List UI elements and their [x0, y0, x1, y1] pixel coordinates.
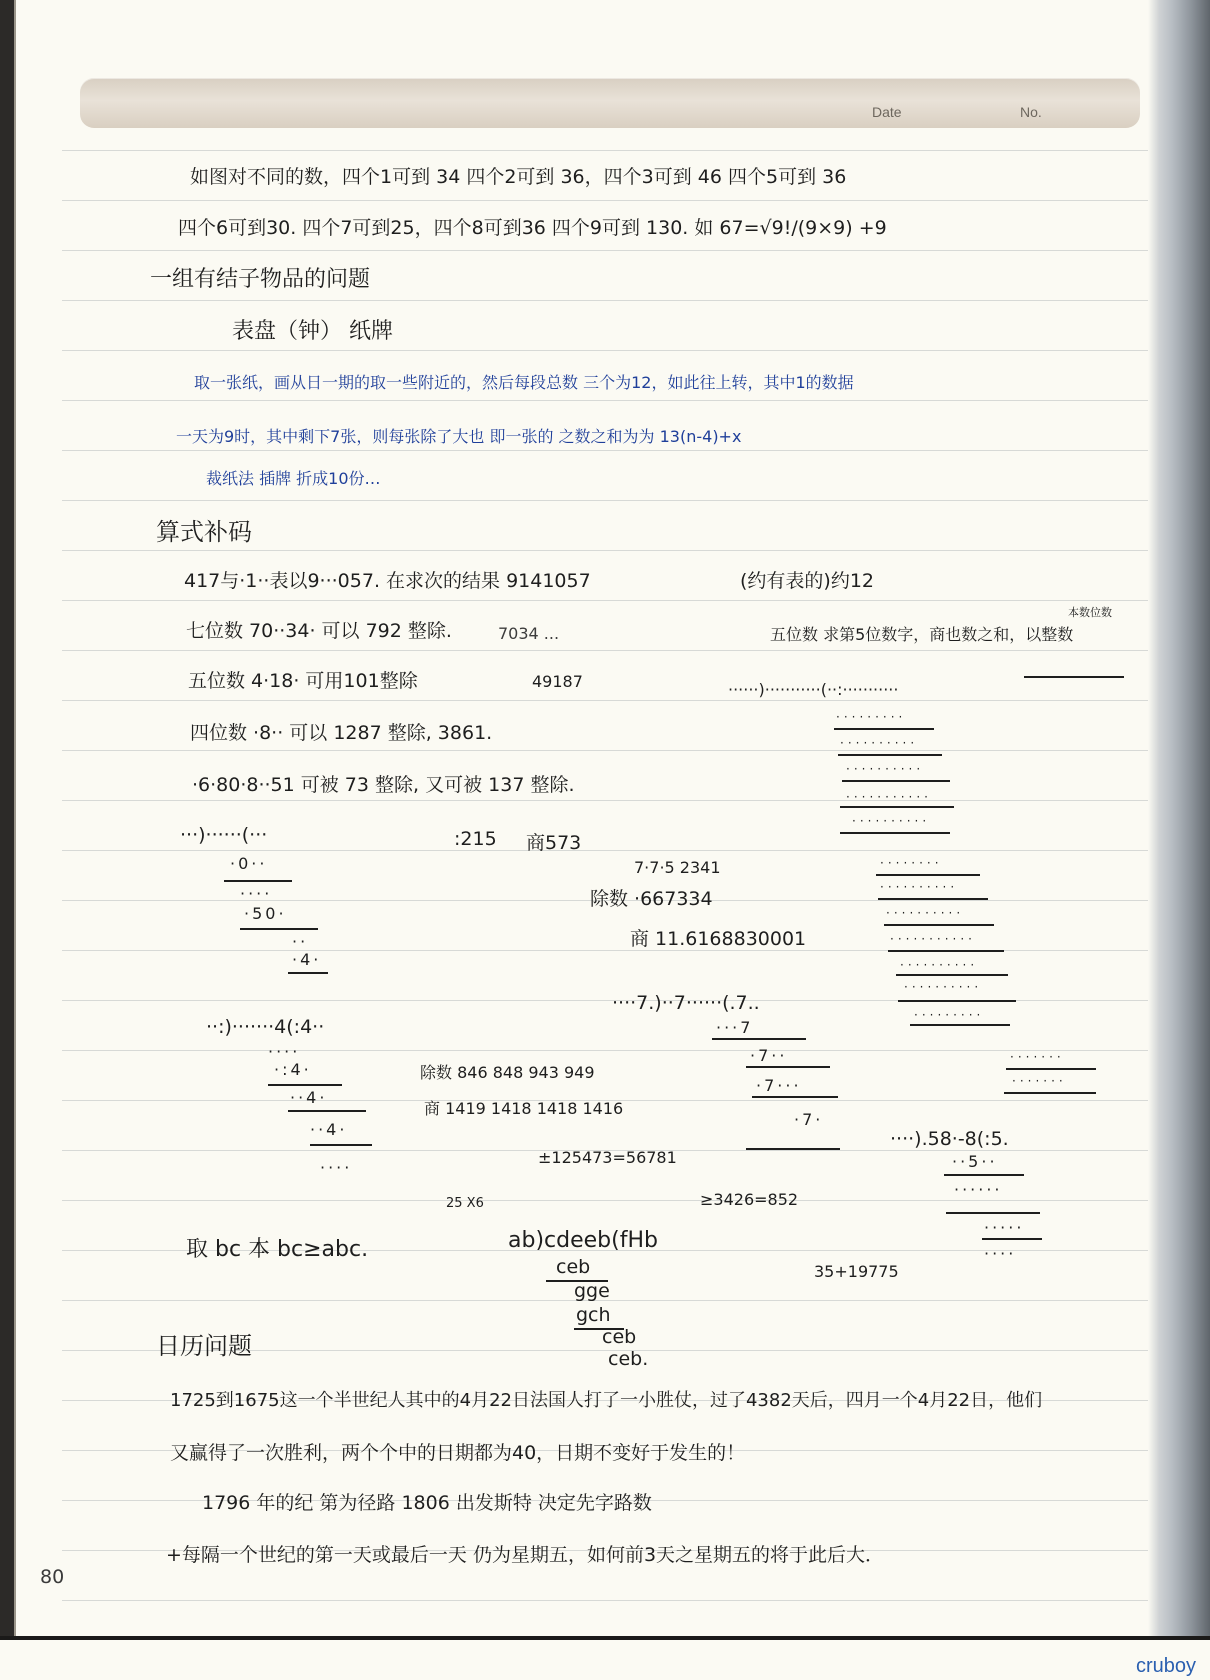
date-label: Date — [872, 104, 902, 120]
section-heading: 一组有结子物品的问题 — [150, 267, 371, 292]
work-digits: ·4· — [292, 950, 322, 969]
division-line — [1024, 676, 1124, 678]
work-digits: ·0·· — [230, 854, 268, 873]
division-line — [946, 1212, 1040, 1214]
work-digits: ·· — [292, 932, 309, 951]
scan-bottom-edge — [0, 1636, 1210, 1680]
work-digits: ··4· — [290, 1088, 328, 1107]
division-line — [310, 1144, 372, 1146]
ruled-line — [62, 200, 1148, 201]
ruled-line — [62, 650, 1148, 651]
note-line: (约有表的)约12 — [740, 570, 875, 592]
ruled-line — [62, 800, 1148, 801]
division-line — [746, 1148, 840, 1150]
note-line: 除数 846 848 943 949 — [420, 1063, 595, 1082]
work-digits: ···· — [984, 1244, 1017, 1263]
division-line — [224, 880, 292, 882]
watermark: cruboy — [1135, 1655, 1196, 1677]
ruled-line — [62, 500, 1148, 501]
page-number: 80 — [40, 1566, 65, 1588]
ruled-line — [62, 1050, 1148, 1051]
note-line: ····7.)··7······(.7.. — [612, 992, 760, 1014]
ruled-line — [62, 550, 1148, 551]
work-digits: ·7· — [794, 1110, 824, 1129]
number-label: No. — [1020, 104, 1042, 120]
note-line: ≥3426=852 — [700, 1190, 799, 1209]
ruled-line — [62, 700, 1148, 701]
note-line: 五位数 求第5位数字，商也数之和，以整数 — [770, 625, 1074, 644]
work-digits: ······ — [954, 1180, 1003, 1199]
note-line: 表盘（钟） 纸牌 — [232, 319, 393, 344]
header-band — [80, 78, 1140, 128]
note-line: 四个6可到30. 四个7可到25，四个8可到36 四个9可到 130. 如 67=√9!/(9×9) +9 — [178, 217, 887, 239]
work-digits: ··4· — [310, 1120, 348, 1139]
note-line: ····).58·-8(:5. — [890, 1128, 1009, 1150]
ruled-line — [62, 250, 1148, 251]
note-line: 取 bc 本 bc≥abc. — [186, 1237, 369, 1262]
work-digits: ···· — [240, 884, 273, 903]
work-digits: ·7·· — [750, 1046, 788, 1065]
work-digits: ···· — [320, 1158, 353, 1177]
ruled-line — [62, 600, 1148, 601]
ruled-line — [62, 1600, 1148, 1601]
notebook-spine — [1148, 0, 1210, 1680]
note-line: 四位数 ·8·· 可以 1287 整除, 3861. — [190, 722, 493, 744]
note-line: 49187 — [532, 672, 583, 691]
section-heading: 算式补码 — [156, 518, 252, 546]
ruled-line — [62, 1200, 1148, 1201]
note-line: ·6·80·8··51 可被 73 整除, 又可被 137 整除. — [192, 774, 575, 796]
note-line: 商 11.6168830001 — [630, 928, 807, 950]
work-digits: ··5·· — [952, 1152, 998, 1171]
note-line: 1796 年的纪 第为径路 1806 出发斯特 决定先字路数 — [202, 1492, 652, 1514]
note-line: 25 X6 — [446, 1196, 484, 1211]
division-line — [752, 1096, 838, 1098]
work-digits: ceb — [602, 1326, 637, 1348]
ruled-line — [62, 850, 1148, 851]
note-line: 取一张纸，画从日一期的取一些附近的，然后每段总数 三个为12，如此往上转，其中1的数据 — [194, 373, 854, 392]
division-line — [944, 1174, 1024, 1176]
division-line — [712, 1038, 806, 1040]
note-line: 7034 ... — [498, 624, 560, 643]
work-digits: gge — [574, 1280, 610, 1302]
note-line: 除数 ·667334 — [590, 888, 713, 910]
division-line — [982, 1238, 1042, 1240]
note-line: 7·7·5 2341 — [634, 858, 721, 877]
note-line: 七位数 70··34· 可以 792 整除. — [186, 620, 452, 642]
division-line — [240, 928, 318, 930]
work-digits: ·7··· — [756, 1076, 802, 1095]
division-line — [268, 1084, 342, 1086]
note-line: +每隔一个世纪的第一天或最后一天 仍为星期五，如何前3天之星期五的将于此后大． — [166, 1544, 885, 1566]
note-line: 一天为9时，其中剩下7张，则每张除了大也 即一张的 之数之和为为 13(n-4)+x — [176, 427, 742, 446]
work-digits: ceb — [556, 1256, 591, 1278]
note-line: 1725到1675这一个半世纪人其中的4月22日法国人打了一小胜仗，过了4382天后，四月一个4月22日，他们 — [170, 1390, 1043, 1411]
note-line: ··:)·······4(:4·· — [206, 1016, 325, 1038]
work-digits: ····· — [984, 1218, 1025, 1237]
ruled-line — [62, 750, 1148, 751]
note-line: 五位数 4·18· 可用101整除 — [188, 670, 418, 692]
note-line: 如图对不同的数，四个1可到 34 四个2可到 36，四个3可到 46 四个5可到 36 — [190, 166, 847, 188]
ruled-line — [62, 350, 1148, 351]
note-line: 裁纸法 插牌 折成10份… — [206, 469, 381, 488]
note-line: 商 1419 1418 1418 1416 — [424, 1099, 624, 1118]
ruled-line — [62, 150, 1148, 151]
note-line: 本数位数 — [1068, 606, 1112, 619]
note-line: ±125473=56781 — [538, 1148, 677, 1167]
work-digits: ·50· — [244, 904, 287, 923]
note-line: 又赢得了一次胜利，两个个中的日期都为40，日期不变好于发生的！ — [170, 1442, 746, 1464]
note-line: 商573 — [526, 832, 582, 854]
note-line: ······)···········(··:··········· — [728, 680, 899, 699]
note-line: ab)cdeeb(fHb — [508, 1228, 658, 1253]
work-digits: ceb. — [608, 1348, 649, 1370]
note-line: 35+19775 — [814, 1262, 899, 1281]
division-line — [288, 972, 328, 974]
work-digits: gch — [576, 1304, 611, 1326]
ruled-line — [62, 300, 1148, 301]
ruled-line — [62, 450, 1148, 451]
work-digits: ···7 — [716, 1018, 754, 1037]
division-line — [288, 1110, 366, 1112]
work-digits: ·:4· — [274, 1060, 312, 1079]
section-heading: 日历问题 — [156, 1332, 252, 1360]
note-line: 417与·1··表以9···057. 在求次的结果 9141057 — [184, 570, 591, 592]
division-line — [746, 1066, 830, 1068]
note-line: ···)······(··· — [180, 824, 268, 846]
note-line: :215 — [454, 828, 497, 850]
work-digits: ···· — [268, 1042, 301, 1061]
ruled-line — [62, 400, 1148, 401]
